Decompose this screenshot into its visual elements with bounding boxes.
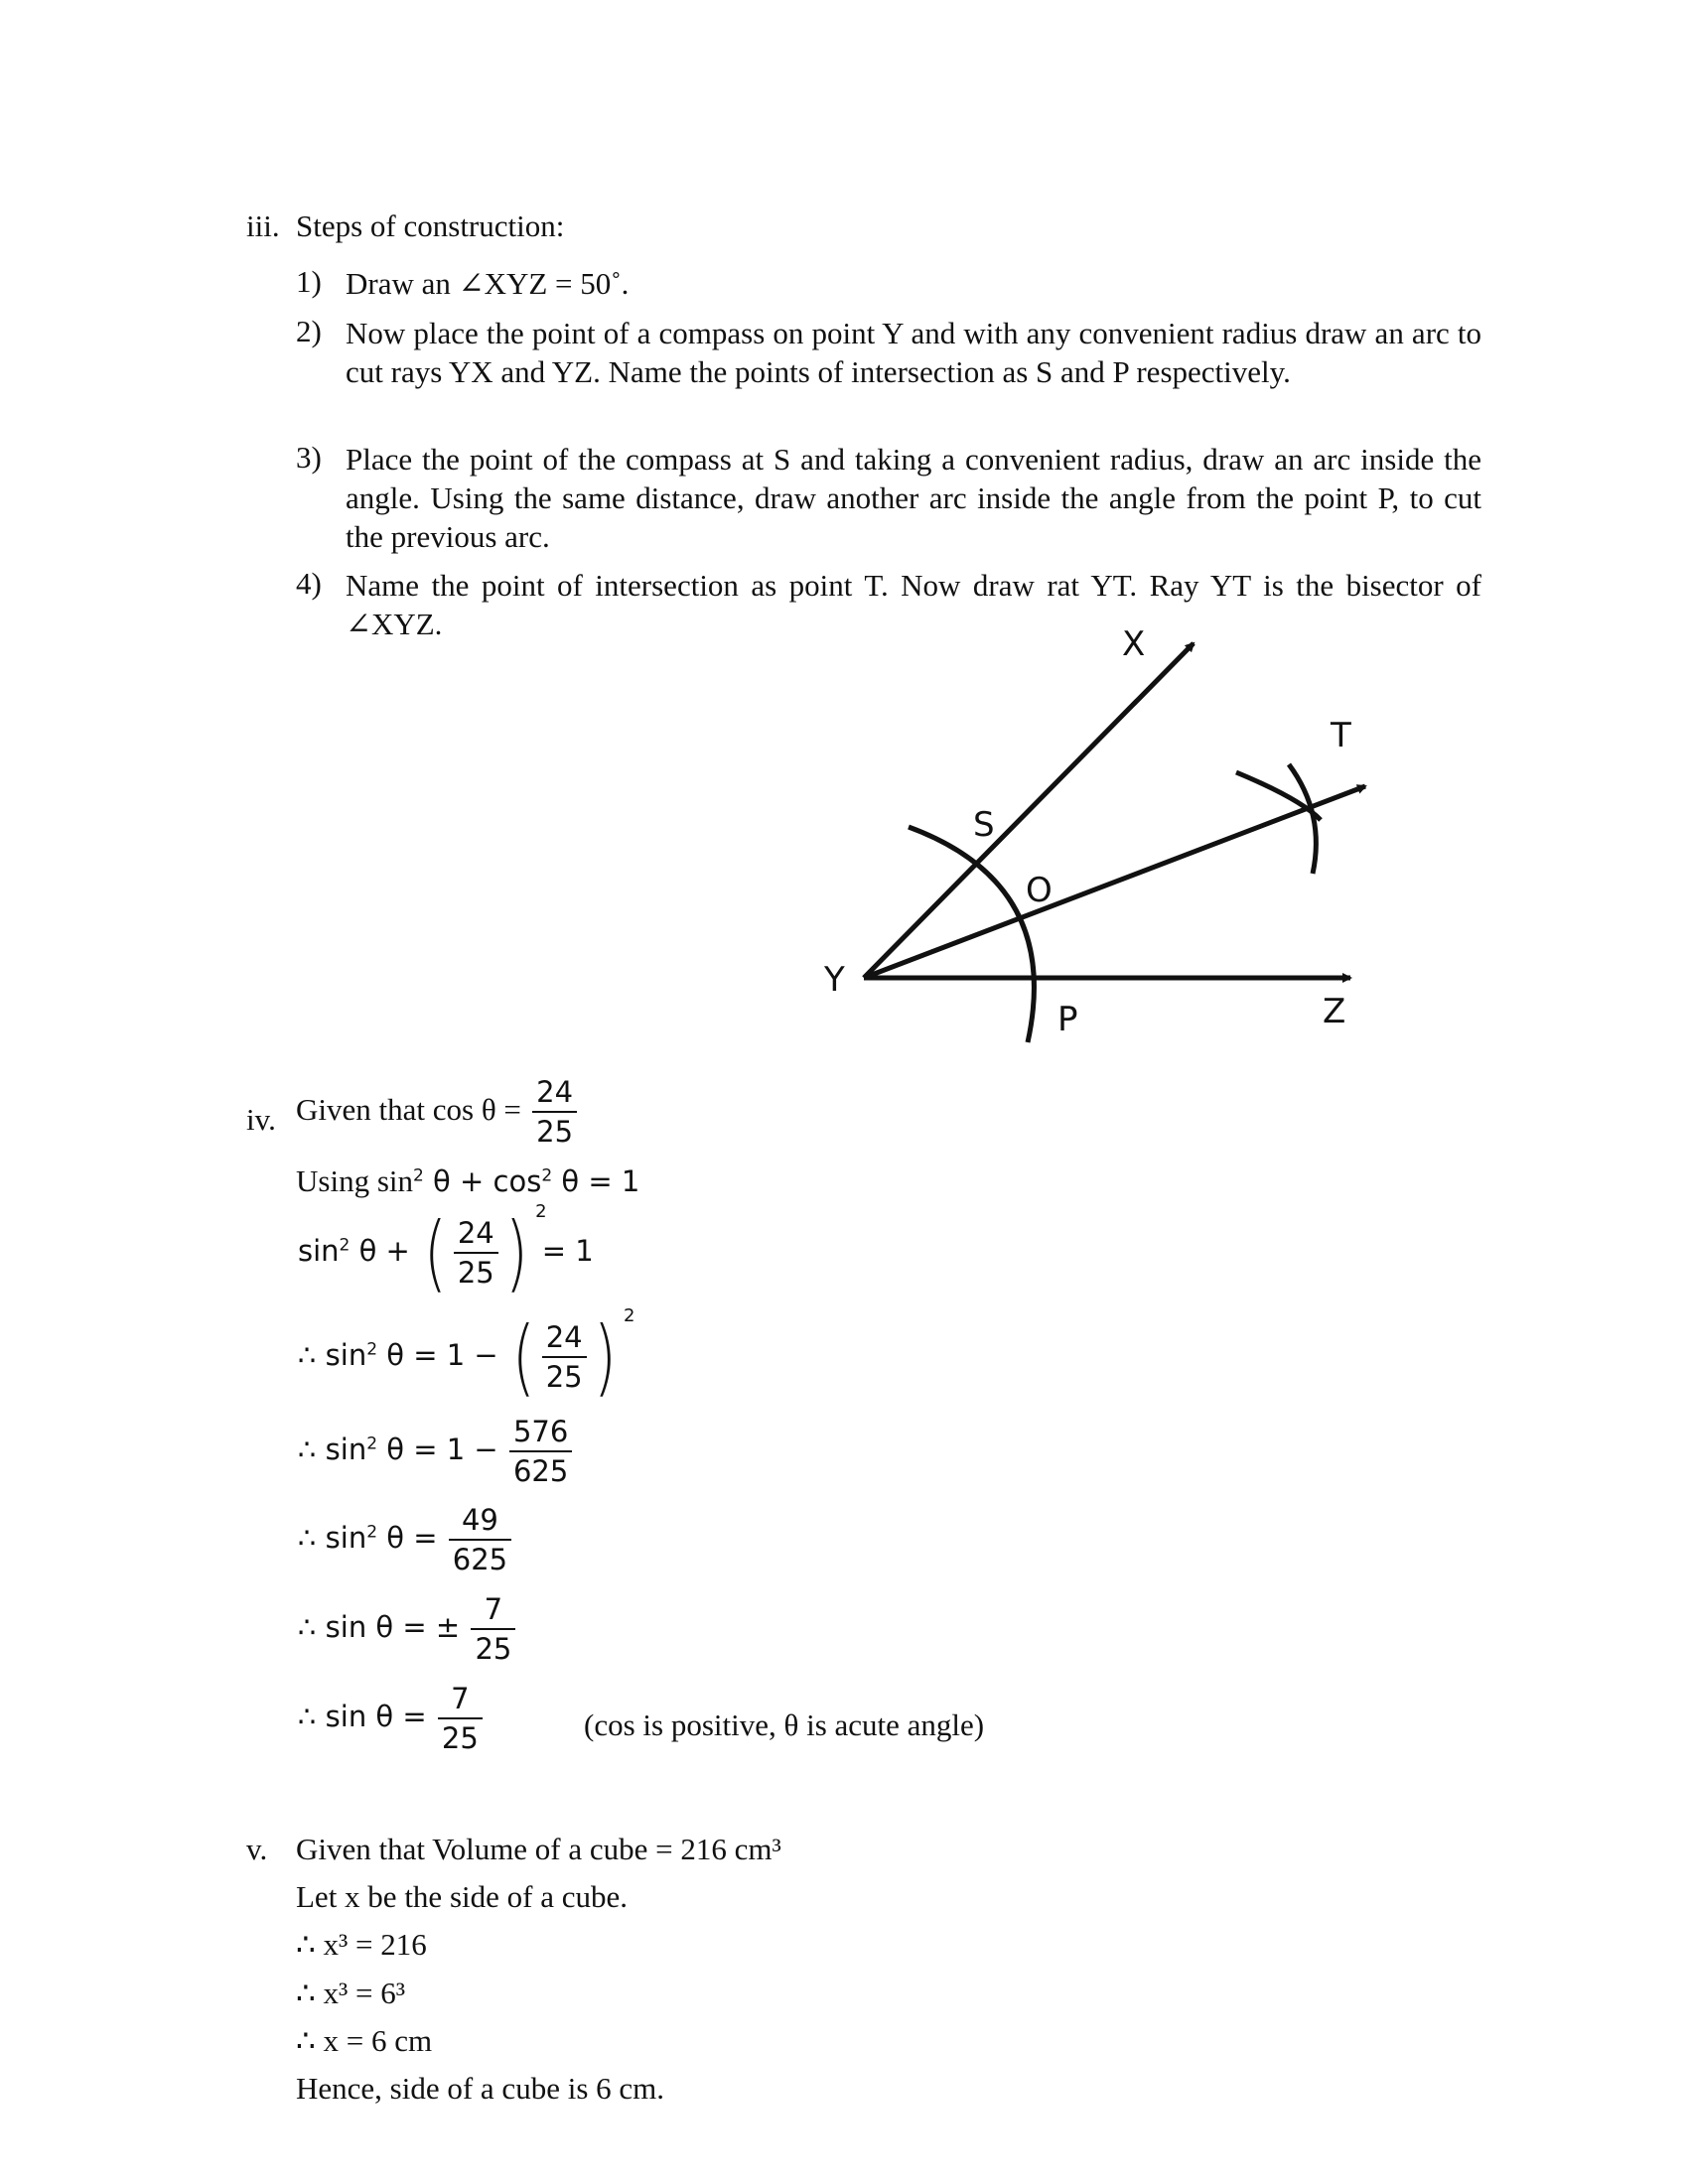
fraction — [532, 1075, 577, 1149]
label-s: S — [973, 805, 995, 845]
ray-yt — [864, 786, 1365, 978]
theta-eq: θ = — [386, 1521, 438, 1555]
label-x: X — [1122, 625, 1146, 664]
numerator: 49 — [461, 1503, 498, 1537]
exponent: 2 — [623, 1305, 635, 1326]
denominator: 25 — [454, 1252, 498, 1290]
fraction — [438, 1682, 483, 1755]
section-iii-heading: Steps of construction: — [296, 208, 565, 243]
therefore-sin-theta: ∴ sin θ = — [298, 1700, 427, 1733]
step-number: 4) — [296, 566, 322, 601]
fraction — [542, 1320, 587, 1394]
exponent: 2 — [413, 1165, 424, 1186]
label-z: Z — [1323, 992, 1346, 1031]
exponent: 2 — [366, 1339, 378, 1360]
theta-eq-one-minus: θ = 1 − — [386, 1433, 498, 1466]
fraction — [471, 1592, 515, 1666]
given-cos-line — [296, 1075, 579, 1149]
label-y: Y — [824, 960, 845, 1000]
denominator: 25 — [542, 1356, 587, 1394]
fraction — [509, 1415, 572, 1488]
ray-yx — [864, 643, 1194, 978]
equation-line-6 — [298, 1682, 485, 1755]
denominator: 625 — [449, 1539, 511, 1576]
theta-plus: θ + — [358, 1234, 410, 1268]
section-v-line: ∴ x³ = 216 — [296, 1927, 427, 1962]
equation-line-5 — [298, 1592, 517, 1666]
section-v-line: Hence, side of a cube is 6 cm. — [296, 2071, 665, 2106]
therefore-sin: ∴ sin — [298, 1338, 367, 1372]
step-text: Name the point of intersection as point T. Now draw rat YT. Ray YT is the bisector of ∠XYZ. — [346, 568, 1481, 641]
theta-eq-one-minus: θ = 1 − — [386, 1338, 498, 1372]
label-o: O — [1026, 871, 1053, 910]
fraction — [454, 1216, 498, 1290]
exponent: 2 — [366, 1522, 378, 1543]
given-cos-text: Given that cos θ = — [296, 1092, 521, 1127]
equation-line-3 — [298, 1415, 574, 1488]
step-number: 3) — [296, 440, 322, 475]
exponent: 2 — [366, 1433, 378, 1454]
label-t: T — [1331, 716, 1351, 755]
identity-line — [296, 1163, 639, 1199]
numerator: 576 — [512, 1415, 569, 1448]
equals-one: = 1 — [541, 1234, 594, 1268]
section-v-line: Given that Volume of a cube = 216 cm³ — [296, 1832, 781, 1866]
step-number: 2) — [296, 314, 322, 348]
denominator: 25 — [532, 1111, 577, 1149]
step-text: Draw an ∠XYZ = 50˚. — [346, 266, 630, 301]
equation-line-4 — [298, 1503, 513, 1576]
section-v-line: Let x be the side of a cube. — [296, 1879, 628, 1914]
numerator: 24 — [457, 1216, 494, 1250]
section-v-line: ∴ x³ = 6³ — [296, 1976, 406, 2010]
fraction — [449, 1503, 511, 1576]
denominator: 25 — [438, 1717, 483, 1755]
step-text: Place the point of the compass at S and taking a convenient radius, draw an arc inside the angle. Using the same distance, draw another arc inside the angle from the point P, to cut the previous arc. — [346, 442, 1481, 554]
denominator: 25 — [471, 1628, 515, 1666]
equation-line-2 — [298, 1305, 635, 1406]
numerator: 7 — [484, 1592, 503, 1626]
exponent: 2 — [339, 1235, 351, 1256]
numerator: 24 — [536, 1075, 574, 1109]
label-p: P — [1057, 1000, 1078, 1039]
exponent: 2 — [541, 1165, 553, 1186]
exponent: 2 — [535, 1201, 547, 1222]
numerator: 24 — [545, 1320, 583, 1354]
acute-angle-note: (cos is positive, θ is acute angle) — [584, 1707, 985, 1742]
therefore-sin: ∴ sin — [298, 1433, 367, 1466]
denominator: 625 — [509, 1450, 572, 1488]
numerator: 7 — [451, 1682, 470, 1715]
step-number: 1) — [296, 264, 322, 299]
therefore-sin: ∴ sin — [298, 1521, 367, 1555]
squared-fraction: ( $\frac{24}{25}$ ) 2 — [511, 1305, 635, 1406]
using-text: Using sin — [296, 1163, 413, 1198]
equation-line-1 — [298, 1201, 594, 1301]
identity-end: θ = 1 — [561, 1164, 640, 1198]
step-text: Now place the point of a compass on point Y and with any convenient radius draw an arc to cut rays YX and YZ. Name the points of intersection as S and P respectively. — [346, 316, 1481, 389]
sin-text: sin — [298, 1234, 340, 1268]
therefore-sin-theta-pm: ∴ sin θ = ± — [298, 1610, 461, 1644]
angle-bisector-figure — [814, 625, 1410, 1062]
section-v-number: v. — [246, 1832, 268, 1866]
squared-fraction: ( $\frac{24}{25}$ ) 2 — [423, 1201, 547, 1301]
section-iv-number: iv. — [246, 1102, 276, 1137]
identity-rest: θ + cos — [433, 1164, 542, 1198]
section-iii-number: iii. — [246, 208, 280, 243]
arc-from-p — [1289, 764, 1316, 874]
section-v-line: ∴ x = 6 cm — [296, 2023, 433, 2058]
